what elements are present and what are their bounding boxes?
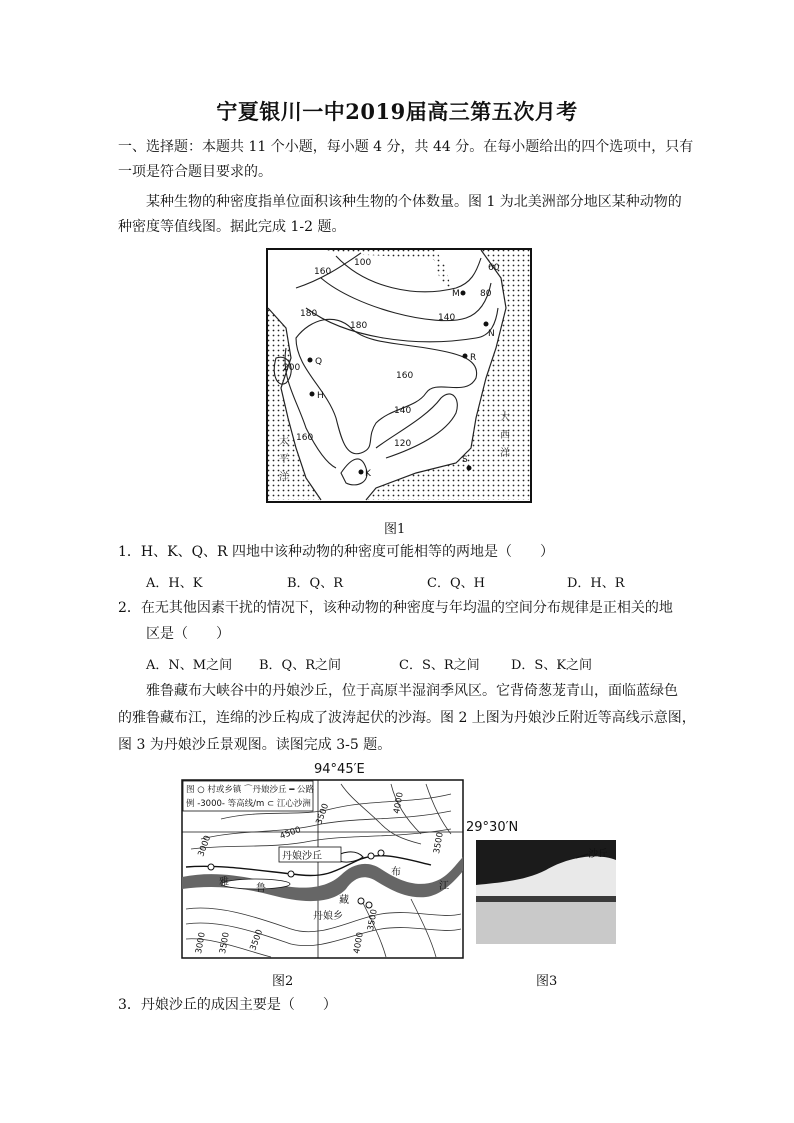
question1-option-a: A．H、K: [146, 576, 203, 591]
topo-contour-label: 3000: [194, 931, 208, 955]
point-label-h: H: [317, 391, 324, 401]
contour-label: 120: [394, 439, 412, 449]
page-title: 宁夏银川一中2019届高三第五次月考: [216, 99, 578, 124]
topo-contour-label: 3500: [366, 908, 380, 932]
figure1-contour-map: [266, 248, 532, 503]
question2-stem-line1: 2．在无其他因素干扰的情况下，该种动物的种密度与年均温的空间分布规律是正相关的地: [118, 600, 673, 616]
point-q-marker: [308, 358, 313, 363]
photo-dune-label: 沙丘: [588, 849, 608, 860]
contour-label: 140: [438, 313, 456, 323]
point-h-marker: [310, 392, 315, 397]
passage1-line2: 种密度等值线图。据此完成 1-2 题。: [118, 219, 346, 235]
village-marker: [368, 853, 374, 859]
point-m-marker: [461, 291, 466, 296]
contour-label: 80: [480, 289, 492, 299]
village-marker: [366, 902, 372, 908]
point-label-r: R: [470, 353, 477, 363]
topo-contour-label: 4000: [352, 931, 366, 955]
dune-label: 丹娘沙丘: [282, 851, 322, 862]
village-marker: [378, 850, 384, 856]
ocean-label-right: 洋: [500, 448, 510, 459]
question2-option-c: C．S、R之间: [399, 658, 480, 673]
river-label-char: 江: [439, 881, 449, 892]
topo-contour-label: 3500: [432, 831, 446, 855]
point-label-n: N: [488, 329, 495, 339]
ocean-label-right: 西: [500, 430, 510, 441]
topo-contour-label: 3000: [196, 834, 214, 859]
figure2-topo-map: [181, 779, 464, 959]
topo-contour-label: 3500: [248, 928, 266, 953]
point-k-marker: [359, 470, 364, 475]
question1-option-b: B．Q、R: [287, 576, 343, 591]
contour-label: 180: [300, 309, 318, 319]
topo-contour-label: 4500: [278, 825, 303, 842]
question1-stem: 1．H、K、Q、R 四地中该种动物的种密度可能相等的两地是（ ）: [118, 544, 555, 560]
question2-option-b: B．Q、R之间: [259, 658, 341, 673]
longitude-label: 94°45′E: [314, 762, 365, 777]
figure3-caption: 图3: [536, 974, 558, 989]
legend-line2: 例 -3000- 等高线/m ⊂ 江心沙洲: [186, 799, 311, 809]
contour-label: 140: [394, 406, 412, 416]
topo-contour-label: 3500: [218, 931, 232, 955]
ocean-label-left: 太: [279, 436, 289, 447]
point-s-marker: [467, 466, 472, 471]
point-label-s: S: [462, 455, 468, 465]
point-r-marker: [463, 354, 468, 359]
question3-stem: 3．丹娘沙丘的成因主要是（ ）: [118, 997, 337, 1013]
passage2-line1: 雅鲁藏布大峡谷中的丹娘沙丘，位于高原半湿润季风区。它背倚葱茏青山，面临蓝绿色: [146, 683, 678, 699]
point-n-marker: [484, 322, 489, 327]
village-marker: [208, 864, 214, 870]
river-label-char: 雅: [219, 877, 229, 888]
passage2-line3: 图 3 为丹娘沙丘景观图。读图完成 3-5 题。: [118, 737, 392, 753]
contour-label: 160: [396, 371, 414, 381]
contour-label: 160: [314, 267, 332, 277]
figure2-caption: 图2: [272, 974, 294, 989]
section-heading-line1: 一、选择题：本题共 11 个小题，每小题 4 分，共 44 分。在每小题给出的四个选项中，只有: [118, 139, 694, 155]
legend-line1: 图 ○ 村或乡镇 ⌒丹娘沙丘 ━ 公路: [186, 785, 315, 795]
ocean-label-left: 平: [279, 454, 289, 465]
latitude-label: 29°30′N: [466, 820, 519, 835]
ocean-label-right: 大: [500, 412, 510, 423]
figure1-caption: 图1: [384, 522, 406, 537]
point-label-m: M: [452, 289, 460, 299]
contour-label: 200: [283, 363, 301, 373]
question1-option-c: C．Q、H: [427, 576, 485, 591]
contour-label: 180: [350, 321, 368, 331]
contour-label: 100: [354, 258, 372, 268]
village-marker: [358, 898, 364, 904]
figure3-landscape-photo: [476, 840, 616, 944]
passage2-line2: 的雅鲁藏布江，连绵的沙丘构成了波涛起伏的沙海。图 2 上图为丹娘沙丘附近等高线示意图，: [118, 710, 696, 726]
contour-label: 60: [488, 263, 500, 273]
question1-option-d: D．H、R: [567, 576, 625, 591]
passage1-line1: 某种生物的种密度指单位面积该种生物的个体数量。图 1 为北美洲部分地区某种动物的: [146, 194, 682, 210]
river-label-char: 藏: [339, 895, 349, 906]
topo-contour-label: 4000: [392, 791, 406, 815]
section-heading-line2: 一项是符合题目要求的。: [118, 164, 272, 180]
ocean-label-left: 洋: [279, 472, 289, 483]
contour-label: 160: [296, 433, 314, 443]
river-label-char: 布: [391, 867, 401, 878]
village-marker: [288, 871, 294, 877]
question2-stem-line2: 区是（ ）: [146, 626, 230, 642]
question2-option-d: D．S、K之间: [511, 658, 593, 673]
town-label: 丹娘乡: [313, 911, 343, 922]
question2-option-a: A．N、M之间: [146, 658, 233, 673]
point-label-k: K: [365, 469, 371, 479]
point-label-q: Q: [315, 357, 323, 367]
river-label-char: 鲁: [256, 883, 266, 894]
topo-contour-label: 3500: [314, 802, 332, 827]
